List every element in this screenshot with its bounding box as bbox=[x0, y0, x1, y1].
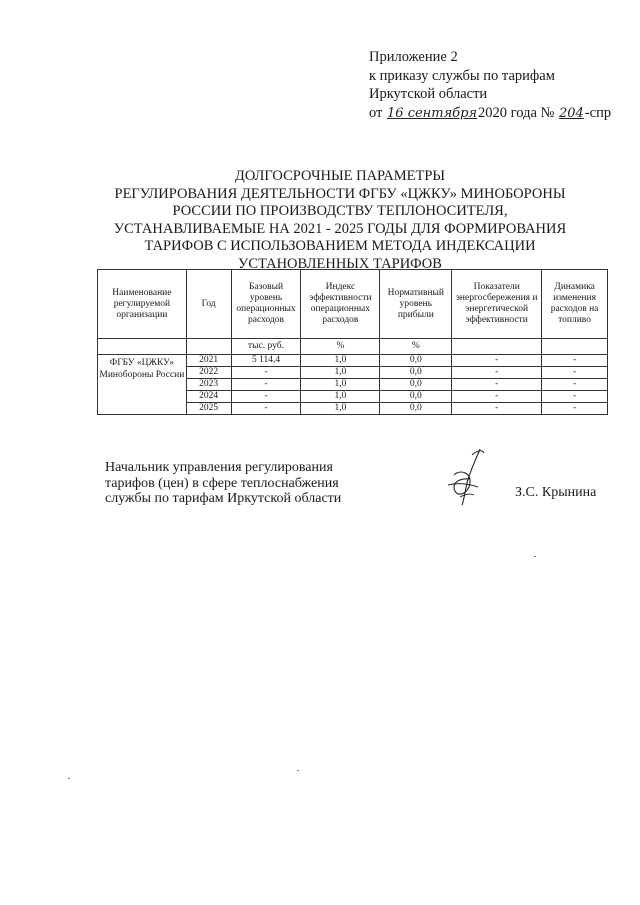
cell-fuel: - bbox=[542, 379, 608, 391]
cell-energy: - bbox=[452, 379, 542, 391]
units-year bbox=[186, 339, 231, 355]
units-index: % bbox=[301, 339, 380, 355]
title-line-2: РЕГУЛИРОВАНИЯ ДЕЯТЕЛЬНОСТИ ФГБУ «ЦЖКУ» МИНОБОРОНЫ bbox=[114, 185, 566, 202]
header-fuel: Динамика изменения расходов на топливо bbox=[542, 270, 608, 339]
units-profit: % bbox=[380, 339, 452, 355]
cell-base: 5 114,4 bbox=[231, 355, 301, 367]
cell-profit: 0,0 bbox=[380, 391, 452, 403]
title-line-6: УСТАНОВЛЕННЫХ ТАРИФОВ bbox=[238, 255, 442, 272]
header-energy: Показатели энергосбережения и энергетической эффективности bbox=[452, 270, 542, 339]
table-units-row bbox=[98, 339, 608, 355]
appendix-header bbox=[369, 48, 611, 123]
scan-speck bbox=[534, 556, 536, 557]
table-row bbox=[98, 355, 608, 367]
units-fuel bbox=[542, 339, 608, 355]
date-suffix: 2020 года № bbox=[478, 104, 555, 121]
cell-base: - bbox=[231, 403, 301, 415]
table-header-row bbox=[98, 270, 608, 339]
handwritten-signature bbox=[440, 445, 500, 510]
units-base: тыс. руб. bbox=[231, 339, 301, 355]
appendix-line-1: Приложение 2 bbox=[369, 49, 458, 65]
cell-profit: 0,0 bbox=[380, 379, 452, 391]
cell-year: 2022 bbox=[186, 367, 231, 379]
cell-base: - bbox=[231, 379, 301, 391]
cell-index: 1,0 bbox=[301, 355, 380, 367]
cell-fuel: - bbox=[542, 355, 608, 367]
cell-year: 2024 bbox=[186, 391, 231, 403]
cell-index: 1,0 bbox=[301, 403, 380, 415]
units-energy bbox=[452, 339, 542, 355]
cell-profit: 0,0 bbox=[380, 403, 452, 415]
cell-base: - bbox=[231, 367, 301, 379]
scan-speck bbox=[68, 778, 70, 779]
number-suffix: -спр bbox=[584, 104, 612, 121]
cell-energy: - bbox=[452, 391, 542, 403]
document-title bbox=[95, 168, 585, 273]
signatory-line-3: службы по тарифам Иркутской области bbox=[105, 491, 342, 506]
header-year: Год bbox=[186, 270, 231, 339]
signatory-block bbox=[105, 460, 341, 507]
cell-year: 2023 bbox=[186, 379, 231, 391]
signatory-line-1: Начальник управления регулирования bbox=[105, 460, 333, 475]
cell-profit: 0,0 bbox=[380, 355, 452, 367]
header-base: Базовый уровень операционных расходов bbox=[231, 270, 301, 339]
handwritten-number: 204 bbox=[559, 105, 584, 121]
title-line-1: ДОЛГОСРОЧНЫЕ ПАРАМЕТРЫ bbox=[234, 168, 446, 184]
cell-base: - bbox=[231, 391, 301, 403]
appendix-line-3: Иркутской области bbox=[369, 86, 488, 102]
cell-index: 1,0 bbox=[301, 367, 380, 379]
cell-energy: - bbox=[452, 367, 542, 379]
cell-index: 1,0 bbox=[301, 379, 380, 391]
units-org bbox=[98, 339, 187, 355]
appendix-line-2: к приказу службы по тарифам bbox=[369, 67, 555, 84]
cell-fuel: - bbox=[542, 367, 608, 379]
cell-year: 2021 bbox=[186, 355, 231, 367]
org-name-cell: ФГБУ «ЦЖКУ» Минобороны России bbox=[98, 355, 187, 415]
cell-profit: 0,0 bbox=[380, 367, 452, 379]
cell-fuel: - bbox=[542, 391, 608, 403]
parameters-table bbox=[97, 269, 608, 415]
signatory-line-2: тарифов (цен) в сфере теплоснабжения bbox=[105, 475, 339, 491]
signatory-name: З.С. Крынина bbox=[515, 485, 597, 500]
cell-year: 2025 bbox=[186, 403, 231, 415]
cell-energy: - bbox=[452, 403, 542, 415]
header-org: Наименование регулируемой организации bbox=[98, 270, 187, 339]
date-prefix: от bbox=[369, 104, 383, 121]
cell-energy: - bbox=[452, 355, 542, 367]
cell-fuel: - bbox=[542, 403, 608, 415]
title-line-5: ТАРИФОВ С ИСПОЛЬЗОВАНИЕМ МЕТОДА ИНДЕКСАЦИИ bbox=[144, 238, 536, 254]
header-index: Индекс эффективности операционных расходов bbox=[301, 270, 380, 339]
cell-index: 1,0 bbox=[301, 391, 380, 403]
title-line-3: РОССИИ ПО ПРОИЗВОДСТВУ ТЕПЛОНОСИТЕЛЯ, bbox=[172, 203, 508, 219]
handwritten-date: 16 сентября bbox=[387, 105, 478, 121]
title-line-4: УСТАНАВЛИВАЕМЫЕ НА 2021 - 2025 ГОДЫ ДЛЯ ФОРМИРОВАНИЯ bbox=[113, 220, 567, 237]
appendix-date-line bbox=[369, 104, 611, 124]
scan-speck bbox=[297, 770, 299, 771]
header-profit: Нормативный уровень прибыли bbox=[380, 270, 452, 339]
